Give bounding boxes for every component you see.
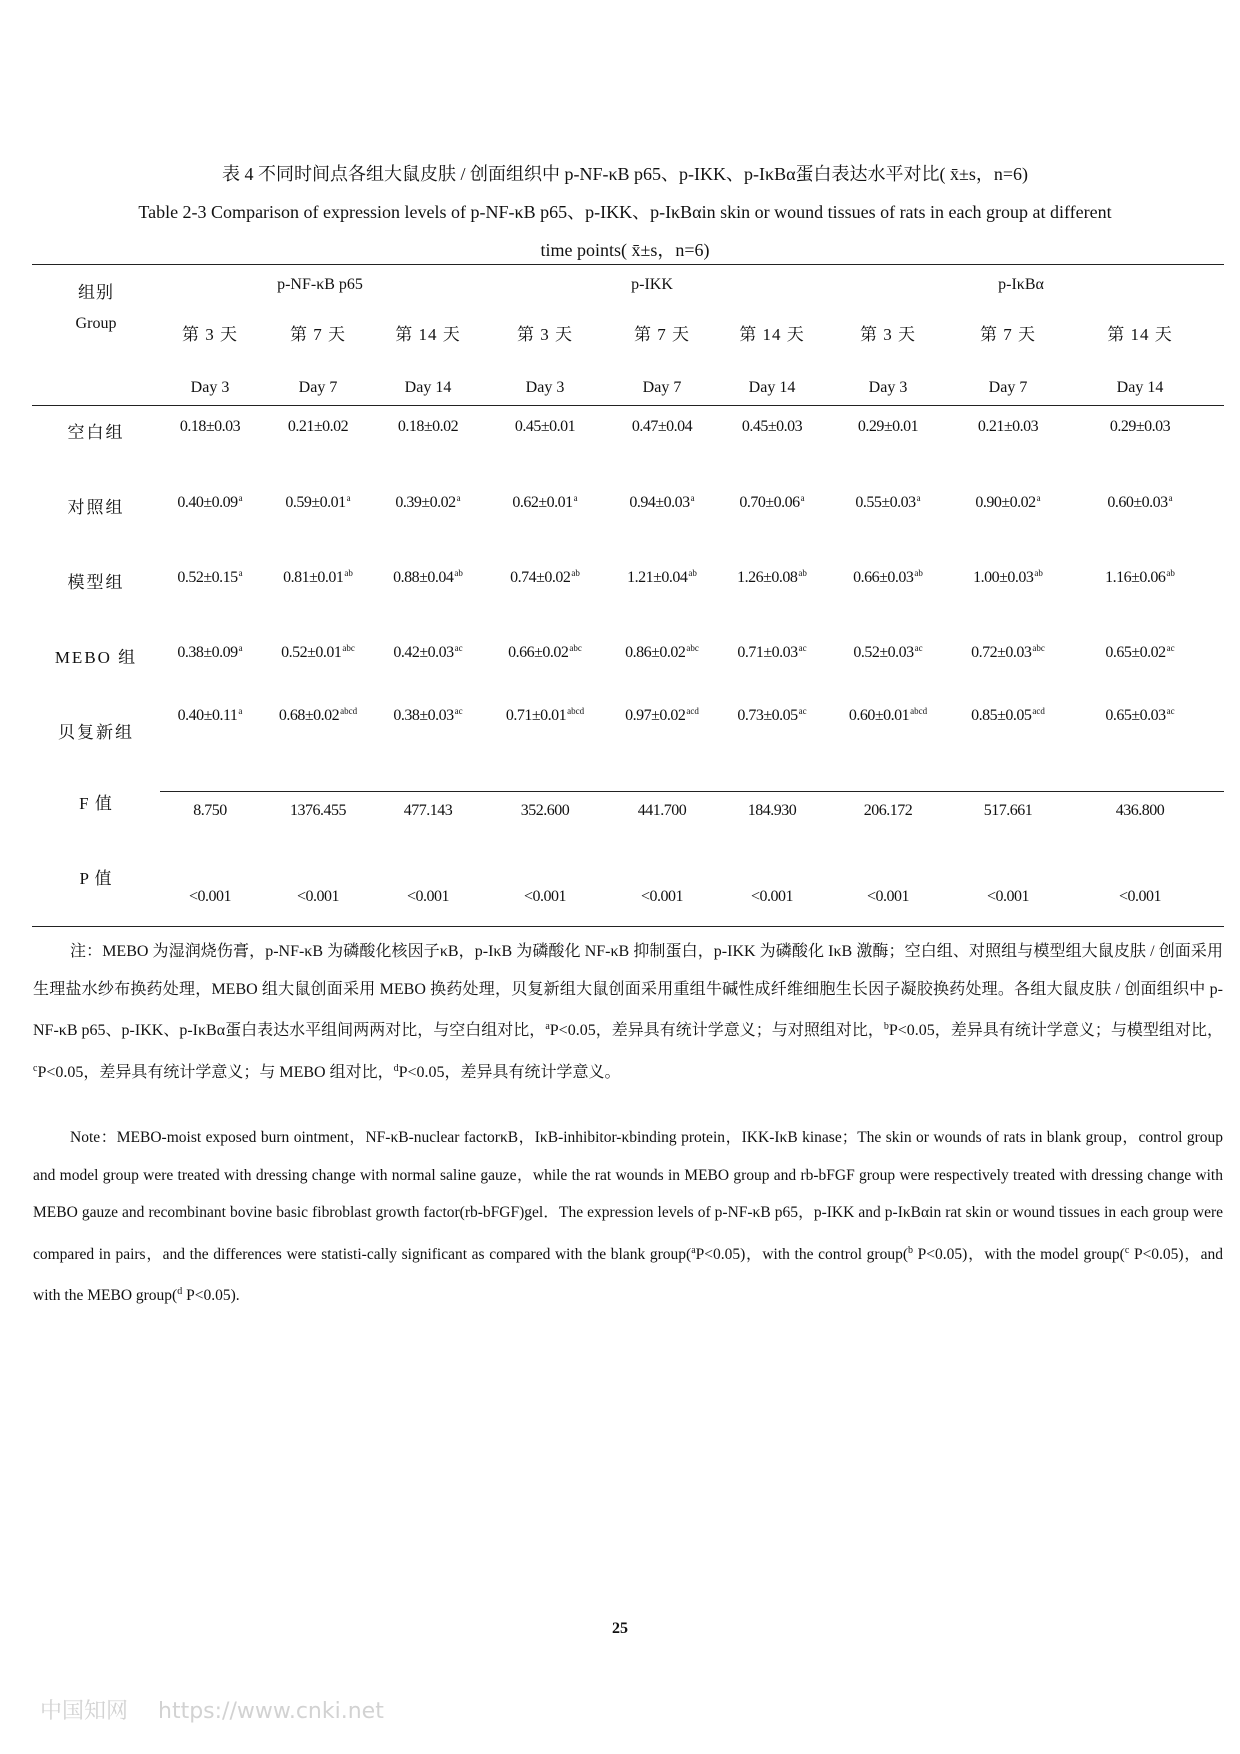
significance-superscript: ab — [688, 568, 697, 578]
cell-value: 0.40±0.09 — [177, 494, 238, 511]
f-value-cell: 517.661 — [983, 802, 1033, 819]
table-cell — [737, 706, 806, 725]
f-value-label: F 值 — [79, 794, 113, 813]
cell-value: 0.86±0.02 — [625, 644, 686, 661]
table-cell — [178, 706, 243, 725]
cell-value: 0.29±0.03 — [1109, 418, 1171, 435]
table-cell — [858, 418, 918, 436]
table-top-rule — [32, 264, 1224, 265]
significance-superscript: abc — [686, 643, 699, 653]
significance-superscript: a — [238, 643, 243, 653]
significance-superscript: ab — [1034, 568, 1043, 578]
table-cell — [1105, 568, 1175, 587]
cell-value: 1.21±0.04 — [627, 569, 688, 586]
day-header-en: Day 3 — [190, 379, 230, 396]
cell-value: 0.52±0.15 — [177, 569, 238, 586]
table-cell — [393, 706, 462, 725]
note-en-sup-b: b — [908, 1244, 913, 1256]
table-fvalue-rule — [160, 791, 1224, 792]
cell-value: 1.00±0.03 — [973, 569, 1034, 586]
significance-superscript: ab — [571, 568, 580, 578]
significance-superscript: abcd — [567, 706, 585, 716]
significance-superscript: a — [238, 493, 243, 503]
note-en-sup-a: a — [691, 1244, 696, 1256]
cell-value: 0.45±0.03 — [741, 418, 803, 435]
page-number: 25 — [612, 1620, 628, 1637]
table-cell — [971, 706, 1045, 725]
cell-value: 0.21±0.02 — [287, 418, 349, 435]
significance-superscript: a — [690, 493, 695, 503]
cell-value: 0.42±0.03 — [393, 644, 454, 661]
cell-value: 0.55±0.03 — [855, 494, 916, 511]
cnki-logo-text: 中国知网 — [40, 1699, 129, 1724]
table-cell — [629, 493, 694, 512]
table-cell — [737, 643, 806, 662]
marker-header: p-NF-κB p65 — [277, 276, 363, 293]
note-en-text-5: P<0.05). — [182, 1287, 240, 1304]
cell-value: 0.18±0.02 — [397, 418, 459, 435]
cell-value: 1.26±0.08 — [737, 569, 798, 586]
p-value-cell: <0.001 — [640, 888, 684, 905]
cell-value: 0.94±0.03 — [629, 494, 690, 511]
significance-superscript: a — [800, 493, 805, 503]
f-value-cell: 206.172 — [863, 802, 913, 819]
significance-superscript: acd — [686, 706, 699, 716]
table-cell — [180, 418, 240, 436]
significance-superscript: abc — [1032, 643, 1045, 653]
cell-value: 0.66±0.02 — [508, 644, 569, 661]
cell-value: 0.97±0.02 — [625, 707, 686, 724]
p-value-cell: <0.001 — [866, 888, 910, 905]
day-header-en: Day 7 — [642, 379, 682, 396]
significance-superscript: a — [1168, 493, 1173, 503]
day-header-zh: 第 14 天 — [395, 325, 461, 344]
note-zh-text-4: P<0.05，差异具有统计学意义；与 MEBO 组对比， — [37, 1063, 394, 1081]
group-header-en: Group — [75, 315, 117, 332]
significance-superscript: ac — [914, 643, 923, 653]
table-cell — [512, 493, 577, 512]
day-header-en: Day 7 — [988, 379, 1028, 396]
table-cell — [978, 418, 1038, 436]
significance-superscript: a — [238, 568, 243, 578]
day-header-zh: 第 7 天 — [980, 325, 1036, 344]
p-value-cell: <0.001 — [986, 888, 1030, 905]
table-cell — [625, 643, 699, 662]
table-cell — [177, 643, 242, 662]
note-en-sup-c: c — [1124, 1244, 1130, 1256]
table-caption-en-line2: time points( x̄±s，n=6) — [540, 240, 710, 260]
significance-superscript: abcd — [910, 706, 928, 716]
cell-value: 0.90±0.02 — [975, 494, 1036, 511]
f-value-cell: 436.800 — [1115, 802, 1165, 819]
note-zh-text-5: P<0.05，差异具有统计学意义。 — [398, 1063, 621, 1081]
cell-value: 0.59±0.01 — [285, 494, 346, 511]
marker-header: p-IκBα — [998, 276, 1044, 293]
cell-value: 0.72±0.03 — [971, 644, 1032, 661]
note-zh-text-2: P<0.05，差异具有统计学意义；与对照组对比， — [549, 1022, 884, 1039]
f-value-cell: 184.930 — [747, 802, 797, 819]
cell-value: 0.29±0.01 — [857, 418, 919, 435]
cell-value: 0.52±0.03 — [853, 644, 914, 661]
cell-value: 0.66±0.03 — [853, 569, 914, 586]
day-header-zh: 第 7 天 — [290, 325, 346, 344]
significance-superscript: a — [916, 493, 921, 503]
note-en-sup-d: d — [177, 1286, 183, 1297]
cnki-url: https://www.cnki.net — [158, 1699, 384, 1724]
table-cell — [742, 418, 802, 436]
table-cell — [1105, 643, 1174, 662]
table-cell — [279, 706, 357, 725]
table-cell — [737, 568, 807, 587]
cell-value: 0.68±0.02 — [278, 707, 340, 724]
table-cell — [393, 643, 462, 662]
note-en-text-2: P<0.05)，with the control group( — [695, 1245, 908, 1263]
f-value-cell: 477.143 — [403, 802, 453, 819]
table-cell — [1105, 706, 1174, 725]
p-value-cell: <0.001 — [188, 888, 232, 905]
cell-value: 0.73±0.05 — [737, 707, 798, 724]
significance-superscript: a — [238, 706, 243, 716]
significance-superscript: ac — [1166, 706, 1175, 716]
cell-value: 0.21±0.03 — [977, 418, 1039, 435]
day-header-en: Day 3 — [868, 379, 908, 396]
cell-value: 0.38±0.09 — [177, 644, 238, 661]
f-value-cell: 352.600 — [520, 802, 570, 819]
table-cell — [853, 643, 922, 662]
cell-value: 0.40±0.11 — [177, 707, 238, 724]
cell-value: 0.62±0.01 — [512, 494, 573, 511]
table-cell — [632, 418, 692, 436]
significance-superscript: ac — [798, 643, 807, 653]
cell-value: 0.81±0.01 — [283, 569, 344, 586]
cnki-watermark — [40, 1694, 414, 1725]
significance-superscript: abc — [569, 643, 582, 653]
table-cell — [625, 706, 699, 725]
note-zh-sup-d: d — [393, 1062, 399, 1074]
group-name-cell: MEBO 组 — [54, 648, 138, 667]
cell-value: 0.85±0.05 — [971, 707, 1032, 724]
significance-superscript: acd — [1032, 706, 1045, 716]
day-header-zh: 第 3 天 — [517, 325, 573, 344]
significance-superscript: ab — [344, 568, 353, 578]
table-cell — [398, 418, 458, 436]
day-header-en: Day 14 — [1116, 379, 1164, 396]
note-zh-sup-c: c — [33, 1062, 38, 1074]
p-value-cell: <0.001 — [523, 888, 567, 905]
p-value-cell: <0.001 — [406, 888, 450, 905]
cell-value: 1.16±0.06 — [1105, 569, 1166, 586]
day-header-zh: 第 7 天 — [634, 325, 690, 344]
table-cell — [506, 706, 584, 725]
table-cell — [975, 493, 1040, 512]
significance-superscript: abc — [342, 643, 355, 653]
group-header-zh: 组别 — [78, 283, 114, 302]
note-zh — [33, 933, 1223, 1091]
day-header-zh: 第 14 天 — [1107, 325, 1173, 344]
note-zh-text-1: 注：MEBO 为湿润烧伤膏，p-NF-κB 为磷酸化核因子κB，p-IκB 为磷酸化 NF-κB 抑制蛋白，p-IKK 为磷酸化 IκB 激酶；空白组、对照组与模型组大鼠皮肤 / 创面采用生理盐水纱布换药处理，MEBO 组大鼠创面采用 MEBO 换药处理，贝复新组大鼠创面采用重组牛碱性成纤维细胞生长因子凝胶换药处理。各组大鼠皮肤 / 创面组织中 p-NF-κB p65、p-IKK、p-IκBα蛋白表达水平组间两两对比，与空白组对比， — [33, 943, 1223, 1039]
cell-value: 0.60±0.01 — [848, 707, 910, 724]
marker-header: p-IKK — [631, 276, 673, 293]
note-en-text-1: Note：MEBO-moist exposed burn ointment，NF-κB-nuclear factorκB，IκB-inhibitor-κbinding protein，IKK-IκB kinase；The skin or wounds of rats in blank group，control group and model group were treated with dressing change with normal saline gauze，while the rat wounds in MEBO group and rb-bFGF group were respectively treated with dressing change with MEBO gauze and recombinant bovine basic fibroblast growth factor(rb-bFGF)gel．The expression levels of p-NF-κB p65，p-IKK and p-IκBαin rat skin or wound tissues in each group were compared in pairs，and the differences were statisti-cally significant as compared with the blank group( — [33, 1129, 1223, 1263]
p-value-cell: <0.001 — [296, 888, 340, 905]
significance-superscript: abcd — [340, 706, 358, 716]
significance-superscript: a — [573, 493, 578, 503]
cell-value: 0.39±0.02 — [395, 494, 456, 511]
table-cell — [288, 418, 348, 436]
table-cell — [393, 568, 463, 587]
significance-superscript: ac — [454, 706, 463, 716]
significance-superscript: ac — [798, 706, 807, 716]
p-value-cell: <0.001 — [750, 888, 794, 905]
significance-superscript: ac — [1166, 643, 1175, 653]
day-header-en: Day 3 — [525, 379, 565, 396]
table-cell — [739, 493, 804, 512]
table-cell — [508, 643, 582, 662]
group-name-cell: 空白组 — [67, 423, 125, 442]
day-header-zh: 第 3 天 — [860, 325, 916, 344]
group-name-cell: 模型组 — [67, 573, 125, 592]
note-en-text-3: P<0.05)，with the model group( — [913, 1245, 1125, 1263]
table-caption-en-line1: Table 2-3 Comparison of expression levels of p-NF-κB p65、p-IKK、p-IκBαin skin or wound tissues of rats in each group at different — [138, 202, 1112, 222]
table-cell — [395, 493, 460, 512]
note-en — [33, 1119, 1223, 1315]
table-cell — [1107, 493, 1172, 512]
table-cell — [177, 493, 242, 512]
f-value-cell: 441.700 — [637, 802, 687, 819]
table-cell — [283, 568, 353, 587]
significance-superscript: ac — [454, 643, 463, 653]
table-cell — [849, 706, 927, 725]
cell-value: 0.65±0.02 — [1105, 644, 1166, 661]
cell-value: 0.65±0.03 — [1105, 707, 1166, 724]
p-value-label: P 值 — [79, 869, 113, 888]
table-cell — [515, 418, 575, 436]
table-cell — [855, 493, 920, 512]
day-header-zh: 第 14 天 — [739, 325, 805, 344]
note-zh-sup-a: a — [545, 1021, 550, 1032]
table-caption-zh: 表 4 不同时间点各组大鼠皮肤 / 创面组织中 p-NF-κB p65、p-IKK、p-IκBα蛋白表达水平对比( x̄±s，n=6) — [221, 164, 1029, 184]
table-cell — [510, 568, 580, 587]
significance-superscript: a — [346, 493, 351, 503]
note-zh-text-3: P<0.05，差异具有统计学意义；与模型组对比， — [888, 1022, 1223, 1039]
day-header-zh: 第 3 天 — [182, 325, 238, 344]
table-cell — [971, 643, 1045, 662]
day-header-en: Day 7 — [298, 379, 338, 396]
note-en-text-4: P<0.05)，and with the MEBO group( — [33, 1245, 1224, 1304]
table-header-rule — [32, 405, 1224, 406]
significance-superscript: a — [456, 493, 461, 503]
cell-value: 0.45±0.01 — [514, 418, 576, 435]
significance-superscript: ab — [798, 568, 807, 578]
table-cell — [281, 643, 355, 662]
cell-value: 0.47±0.04 — [631, 418, 693, 435]
day-header-en: Day 14 — [748, 379, 796, 396]
day-header-en: Day 14 — [404, 379, 452, 396]
group-name-cell: 贝复新组 — [58, 723, 134, 742]
table-cell — [177, 568, 242, 587]
table-cell — [853, 568, 923, 587]
cell-value: 0.74±0.02 — [510, 569, 571, 586]
cell-value: 0.71±0.01 — [505, 707, 567, 724]
cell-value: 0.88±0.04 — [393, 569, 454, 586]
cell-value: 0.52±0.01 — [281, 644, 342, 661]
f-value-cell: 8.750 — [193, 802, 227, 819]
p-value-cell: <0.001 — [1118, 888, 1162, 905]
cell-value: 0.60±0.03 — [1107, 494, 1168, 511]
table-cell — [973, 568, 1043, 587]
significance-superscript: a — [1036, 493, 1041, 503]
cell-value: 0.70±0.06 — [739, 494, 800, 511]
cell-value: 0.18±0.03 — [179, 418, 241, 435]
significance-superscript: ab — [1166, 568, 1175, 578]
f-value-cell: 1376.455 — [290, 802, 346, 819]
significance-superscript: ab — [454, 568, 463, 578]
table-cell — [627, 568, 697, 587]
note-zh-sup-b: b — [883, 1021, 889, 1032]
cell-value: 0.38±0.03 — [393, 707, 454, 724]
table-cell — [285, 493, 350, 512]
table-bottom-rule — [32, 926, 1224, 927]
cell-value: 0.71±0.03 — [737, 644, 798, 661]
significance-superscript: ab — [914, 568, 923, 578]
group-name-cell: 对照组 — [67, 498, 125, 517]
table-cell — [1110, 418, 1170, 436]
